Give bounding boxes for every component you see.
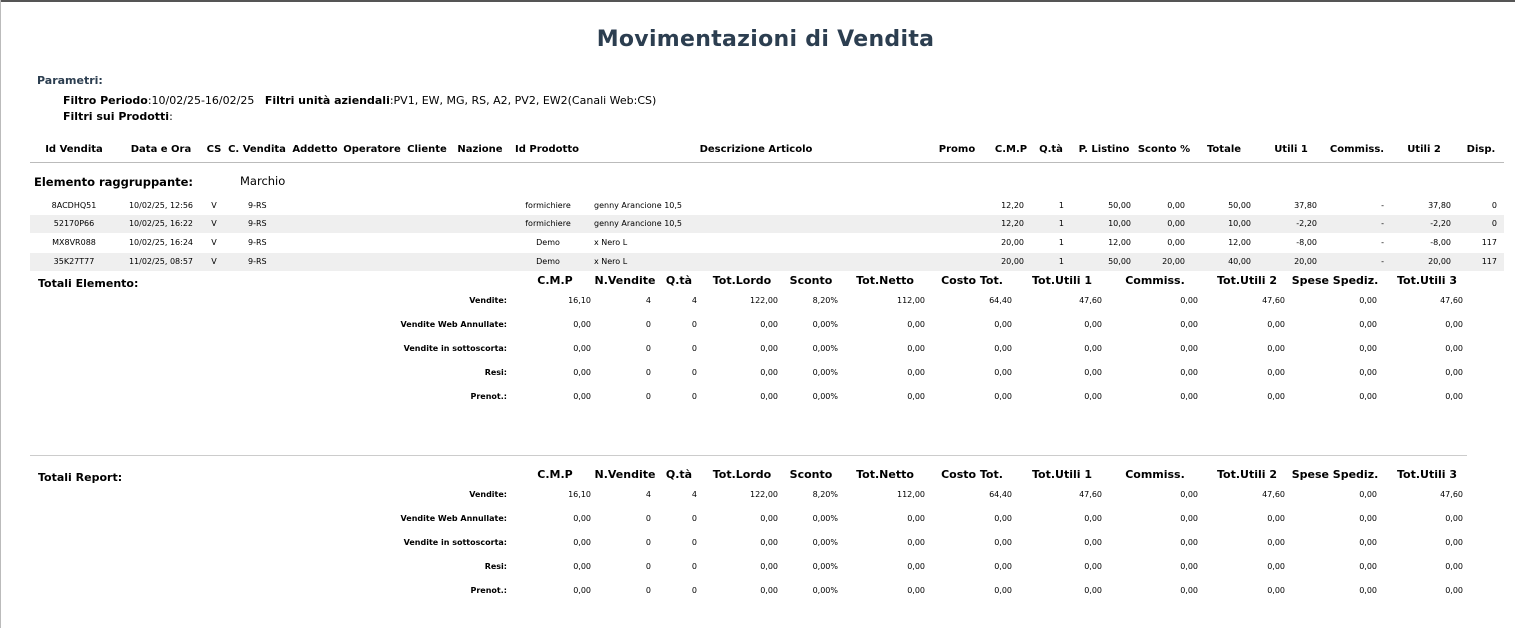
totals-value: 0,00 [760, 538, 778, 547]
totals-value: 0,00 [760, 562, 778, 571]
table-cell: 50,00 [1108, 257, 1131, 266]
table-cell: x Nero L [594, 238, 628, 247]
totals-value: 0,00 [1445, 344, 1463, 353]
totals-value: 47,60 [1262, 490, 1285, 499]
table-cell: 0,00 [1167, 201, 1185, 210]
column-header: Q.tà [1039, 144, 1063, 155]
table-cell: 20,00 [1428, 257, 1451, 266]
totals-column-header: Tot.Utili 2 [1216, 274, 1278, 287]
totals-value: 0 [645, 514, 651, 523]
totals-value: 64,40 [989, 296, 1012, 305]
param-line-period [63, 94, 656, 107]
table-cell: 10/02/25, 16:24 [128, 238, 194, 247]
totals-value: 0,00 [1445, 392, 1463, 401]
totals-value: 0,00 [907, 392, 925, 401]
table-cell: x Nero L [594, 257, 628, 266]
table-cell: 9-RS [248, 201, 267, 210]
totals-value: 0,00 [1084, 344, 1102, 353]
totals-value: 0,00 [907, 562, 925, 571]
totals-row-label: Vendite in sottoscorta: [403, 538, 507, 547]
table-cell: 20,00 [1294, 257, 1317, 266]
totals-value: 0,00 [1267, 344, 1285, 353]
column-header: C. Vendita [228, 144, 286, 155]
table-cell: - [1381, 201, 1384, 210]
totals-value: 16,10 [568, 490, 591, 499]
totals-value: 0,00 [1359, 514, 1377, 523]
table-cell: -8,00 [1430, 238, 1451, 247]
totals-row-label: Prenot.: [470, 392, 507, 401]
totals-value: 0 [645, 320, 651, 329]
totals-column-header: C.M.P [537, 468, 573, 481]
totals-column-header: Sconto [789, 468, 833, 481]
column-header: Id Vendita [45, 144, 103, 155]
table-cell: -2,20 [1430, 219, 1451, 228]
totals-value: 0,00 [1084, 368, 1102, 377]
totals-value: 0,00 [1267, 538, 1285, 547]
table-cell: 11/02/25, 08:57 [128, 257, 194, 266]
totals-value: 0,00 [573, 538, 591, 547]
group-value: Marchio [240, 174, 286, 188]
table-cell: 20,00 [1001, 257, 1024, 266]
totals-value: 0,00 [1267, 320, 1285, 329]
table-cell: -8,00 [1296, 238, 1317, 247]
column-header: Data e Ora [130, 144, 192, 155]
totals-value: 0 [691, 562, 697, 571]
totals-value: 0,00 [573, 562, 591, 571]
table-cell: 50,00 [1228, 201, 1251, 210]
totals-row-label: Vendite: [469, 490, 507, 499]
totals-row-label: Vendite in sottoscorta: [403, 344, 507, 353]
totals-value: 0,00 [1180, 296, 1198, 305]
totals-value: 0,00 [1267, 392, 1285, 401]
totals-value: 0 [691, 392, 697, 401]
totals-value: 0,00 [573, 368, 591, 377]
table-cell: 52170P66 [53, 219, 95, 228]
column-header: Descrizione Articolo [699, 144, 813, 155]
totals-value: 0 [645, 538, 651, 547]
table-cell: 1 [1058, 201, 1064, 210]
totals-value: 47,60 [1440, 490, 1463, 499]
totals-value: 0,00 [1180, 514, 1198, 523]
table-cell: 0,00 [1167, 238, 1185, 247]
totals-value: 4 [645, 490, 651, 499]
totals-value: 122,00 [750, 296, 778, 305]
totals-value: 0,00 [1180, 344, 1198, 353]
totals-column-header: Costo Tot. [941, 468, 1003, 481]
totals-value: 0,00% [812, 514, 838, 523]
totals-value: 0,00 [907, 514, 925, 523]
totals-value: 0,00 [1359, 392, 1377, 401]
table-cell: V [211, 257, 217, 266]
table-cell: 1 [1058, 238, 1064, 247]
totals-value: 0,00 [1445, 514, 1463, 523]
totals-value: 0,00 [1084, 562, 1102, 571]
totals-value: 0,00 [994, 368, 1012, 377]
totals-value: 0,00 [760, 586, 778, 595]
totals-value: 0,00 [1359, 344, 1377, 353]
totals-value: 0,00 [760, 368, 778, 377]
totals-value: 0,00 [1359, 320, 1377, 329]
totals-value: 0,00 [760, 344, 778, 353]
table-cell: 12,20 [1001, 219, 1024, 228]
table-cell: 9-RS [248, 257, 267, 266]
param-line-products [63, 110, 173, 123]
table-cell: 12,20 [1001, 201, 1024, 210]
totals-column-header: N.Vendite [594, 468, 656, 481]
table-cell: 9-RS [248, 219, 267, 228]
top-border [0, 0, 1515, 2]
report-title: Movimentazioni di Vendita [596, 27, 935, 52]
group-label: Elemento raggruppante: [34, 175, 194, 189]
totals-column-header: Costo Tot. [941, 274, 1003, 287]
totals-column-header: Q.tà [665, 274, 693, 287]
table-cell: 117 [1481, 257, 1497, 266]
column-header: Addetto [292, 144, 338, 155]
table-cell: 0 [1491, 201, 1497, 210]
totals-value: 0 [645, 586, 651, 595]
totals-value: 0,00% [812, 320, 838, 329]
table-cell: 35K27T77 [53, 257, 95, 266]
totals-column-header: Tot.Netto [856, 468, 914, 481]
totals-value: 0,00 [994, 514, 1012, 523]
table-cell: 20,00 [1001, 238, 1024, 247]
totals-value: 0,00 [1445, 562, 1463, 571]
totali-report-title: Totali Report: [38, 471, 123, 484]
totals-value: 0 [691, 586, 697, 595]
table-cell: 0,00 [1167, 219, 1185, 228]
totals-value: 0,00 [907, 538, 925, 547]
totals-value: 0,00% [812, 368, 838, 377]
column-header: Utili 1 [1274, 144, 1308, 155]
totals-value: 0,00 [994, 320, 1012, 329]
totals-value: 0,00 [760, 514, 778, 523]
totals-value: 47,60 [1262, 296, 1285, 305]
totals-value: 0,00 [1180, 562, 1198, 571]
column-header: Totale [1206, 144, 1242, 155]
totals-value: 0,00 [573, 344, 591, 353]
totals-value: 0,00 [1267, 562, 1285, 571]
totals-value: 0,00 [1180, 392, 1198, 401]
totals-value: 0,00 [1445, 538, 1463, 547]
totals-value: 0,00 [1445, 368, 1463, 377]
totals-row-label: Vendite: [469, 296, 507, 305]
column-header: C.M.P [994, 144, 1028, 155]
totals-value: 0,00 [573, 586, 591, 595]
table-cell: 10/02/25, 12:56 [128, 201, 194, 210]
table-cell: V [211, 219, 217, 228]
totals-column-header: C.M.P [537, 274, 573, 287]
column-header: Commiss. [1329, 144, 1385, 155]
totals-column-header: Tot.Lordo [712, 274, 772, 287]
table-cell: 12,00 [1228, 238, 1251, 247]
totals-value: 0,00 [907, 320, 925, 329]
totals-value: 8,20% [812, 296, 838, 305]
column-header: Cliente [407, 144, 447, 155]
totals-value: 0 [691, 514, 697, 523]
totals-value: 0 [691, 368, 697, 377]
table-cell: MX8VR088 [52, 238, 96, 247]
table-cell: 37,80 [1294, 201, 1317, 210]
totals-column-header: Q.tà [665, 468, 693, 481]
totals-value: 0,00 [1084, 392, 1102, 401]
table-cell: 20,00 [1162, 257, 1185, 266]
table-cell: 9-RS [248, 238, 267, 247]
totals-value: 47,60 [1079, 490, 1102, 499]
column-header: Sconto % [1137, 144, 1191, 155]
totals-value: 0 [645, 344, 651, 353]
totals-value: 0,00 [760, 320, 778, 329]
totals-value: 0,00 [907, 368, 925, 377]
totals-value: 0,00 [1084, 538, 1102, 547]
totals-value: 0,00 [1359, 368, 1377, 377]
table-cell: - [1381, 257, 1384, 266]
header-divider [30, 162, 1504, 163]
totals-value: 0,00 [1267, 368, 1285, 377]
totals-value: 0,00 [573, 320, 591, 329]
unita-value: :PV1, EW, MG, RS, A2, PV2, EW2(Canali Web:CS) [389, 94, 657, 107]
table-cell: 0 [1491, 219, 1497, 228]
table-cell: V [211, 238, 217, 247]
totals-value: 8,20% [812, 490, 838, 499]
totals-value: 4 [645, 296, 651, 305]
prodotti-value: : [169, 110, 173, 123]
column-header: CS [206, 144, 222, 155]
table-cell: 12,00 [1108, 238, 1131, 247]
totals-value: 0,00 [1359, 538, 1377, 547]
totals-value: 0,00% [812, 538, 838, 547]
column-header: Operatore [343, 144, 401, 155]
left-border [0, 0, 1, 628]
totals-column-header: Commiss. [1125, 274, 1185, 287]
totals-row-label: Vendite Web Annullate: [400, 514, 507, 523]
column-header: Utili 2 [1407, 144, 1441, 155]
table-cell: 40,00 [1228, 257, 1251, 266]
totals-value: 0 [645, 392, 651, 401]
totals-value: 0 [645, 562, 651, 571]
periodo-label: Filtro Periodo [63, 94, 148, 107]
totals-value: 0 [691, 344, 697, 353]
totals-column-header: Spese Spediz. [1291, 274, 1379, 287]
totals-column-header: Tot.Utili 1 [1031, 274, 1093, 287]
totals-row-label: Resi: [484, 562, 507, 571]
totals-column-header: Tot.Utili 3 [1396, 274, 1458, 287]
totals-value: 64,40 [989, 490, 1012, 499]
totals-value: 0,00 [1267, 586, 1285, 595]
totals-value: 0,00 [1180, 320, 1198, 329]
prodotti-label: Filtri sui Prodotti [63, 110, 170, 123]
totals-value: 16,10 [568, 296, 591, 305]
column-header: Id Prodotto [515, 144, 579, 155]
totals-value: 0 [691, 538, 697, 547]
totals-value: 0,00 [760, 392, 778, 401]
column-header: P. Listino [1078, 144, 1130, 155]
table-cell: -2,20 [1296, 219, 1317, 228]
totals-value: 0,00 [1359, 296, 1377, 305]
totals-value: 0,00% [812, 344, 838, 353]
totals-column-header: Tot.Utili 2 [1216, 468, 1278, 481]
column-header: Disp. [1466, 144, 1496, 155]
table-cell: 10,00 [1228, 219, 1251, 228]
table-cell: Demo [536, 238, 560, 247]
totals-value: 0,00 [1267, 514, 1285, 523]
column-header: Nazione [457, 144, 503, 155]
table-cell: Demo [536, 257, 560, 266]
totals-value: 0,00% [812, 562, 838, 571]
totals-column-header: Tot.Lordo [712, 468, 772, 481]
totals-value: 0,00 [1445, 586, 1463, 595]
totals-value: 122,00 [750, 490, 778, 499]
totals-value: 4 [691, 490, 697, 499]
totals-value: 112,00 [897, 296, 925, 305]
table-cell: - [1381, 238, 1384, 247]
periodo-value: :10/02/25-16/02/25 [147, 94, 255, 107]
totals-value: 0,00 [1359, 562, 1377, 571]
totals-row-label: Vendite Web Annullate: [400, 320, 507, 329]
totals-row-label: Resi: [484, 368, 507, 377]
totals-column-header: Sconto [789, 274, 833, 287]
table-cell: 1 [1058, 219, 1064, 228]
totals-value: 0,00 [573, 514, 591, 523]
totals-value: 0 [645, 368, 651, 377]
totali-elemento-title: Totali Elemento: [38, 277, 139, 290]
table-cell: 37,80 [1428, 201, 1451, 210]
table-cell: genny Arancione 10,5 [594, 201, 683, 210]
totals-value: 0,00 [907, 586, 925, 595]
totals-value: 0,00 [994, 392, 1012, 401]
totals-value: 0,00 [1084, 586, 1102, 595]
table-cell: - [1381, 219, 1384, 228]
totals-value: 0,00 [1359, 490, 1377, 499]
totals-column-header: Tot.Utili 1 [1031, 468, 1093, 481]
totals-value: 0,00 [907, 344, 925, 353]
table-cell: 117 [1481, 238, 1497, 247]
totals-value: 0,00 [1084, 320, 1102, 329]
totals-value: 0,00 [994, 562, 1012, 571]
totals-column-header: Commiss. [1125, 468, 1185, 481]
totals-value: 0,00 [1180, 538, 1198, 547]
table-cell: 8ACDHQ51 [51, 201, 97, 210]
totals-value: 47,60 [1440, 296, 1463, 305]
totals-value: 0,00 [573, 392, 591, 401]
totals-column-header: Tot.Utili 3 [1396, 468, 1458, 481]
section-separator [30, 455, 1467, 456]
totals-value: 0,00 [994, 538, 1012, 547]
table-cell: 10,00 [1108, 219, 1131, 228]
totals-value: 0,00 [994, 344, 1012, 353]
totals-value: 0,00 [1180, 586, 1198, 595]
column-header: Promo [938, 144, 976, 155]
table-cell: 50,00 [1108, 201, 1131, 210]
totals-value: 0,00% [812, 392, 838, 401]
totals-value: 112,00 [897, 490, 925, 499]
totals-column-header: Spese Spediz. [1291, 468, 1379, 481]
totals-value: 0,00 [1180, 368, 1198, 377]
unita-label: Filtri unità aziendali [264, 94, 390, 107]
totals-value: 0,00 [1359, 586, 1377, 595]
table-cell: V [211, 201, 217, 210]
table-cell: 10/02/25, 16:22 [128, 219, 194, 228]
table-cell: formichiere [525, 201, 571, 210]
totals-value: 0,00 [1180, 490, 1198, 499]
totals-column-header: N.Vendite [594, 274, 656, 287]
totals-column-header: Tot.Netto [856, 274, 914, 287]
totals-value: 47,60 [1079, 296, 1102, 305]
totals-value: 0,00 [1084, 514, 1102, 523]
table-cell: 1 [1058, 257, 1064, 266]
totals-value: 0,00% [812, 586, 838, 595]
totals-value: 0,00 [1445, 320, 1463, 329]
totals-row-label: Prenot.: [470, 586, 507, 595]
totals-value: 0 [691, 320, 697, 329]
table-cell: formichiere [525, 219, 571, 228]
params-label: Parametri: [37, 74, 103, 87]
totals-value: 0,00 [994, 586, 1012, 595]
totals-value: 4 [691, 296, 697, 305]
table-cell: genny Arancione 10,5 [594, 219, 683, 228]
